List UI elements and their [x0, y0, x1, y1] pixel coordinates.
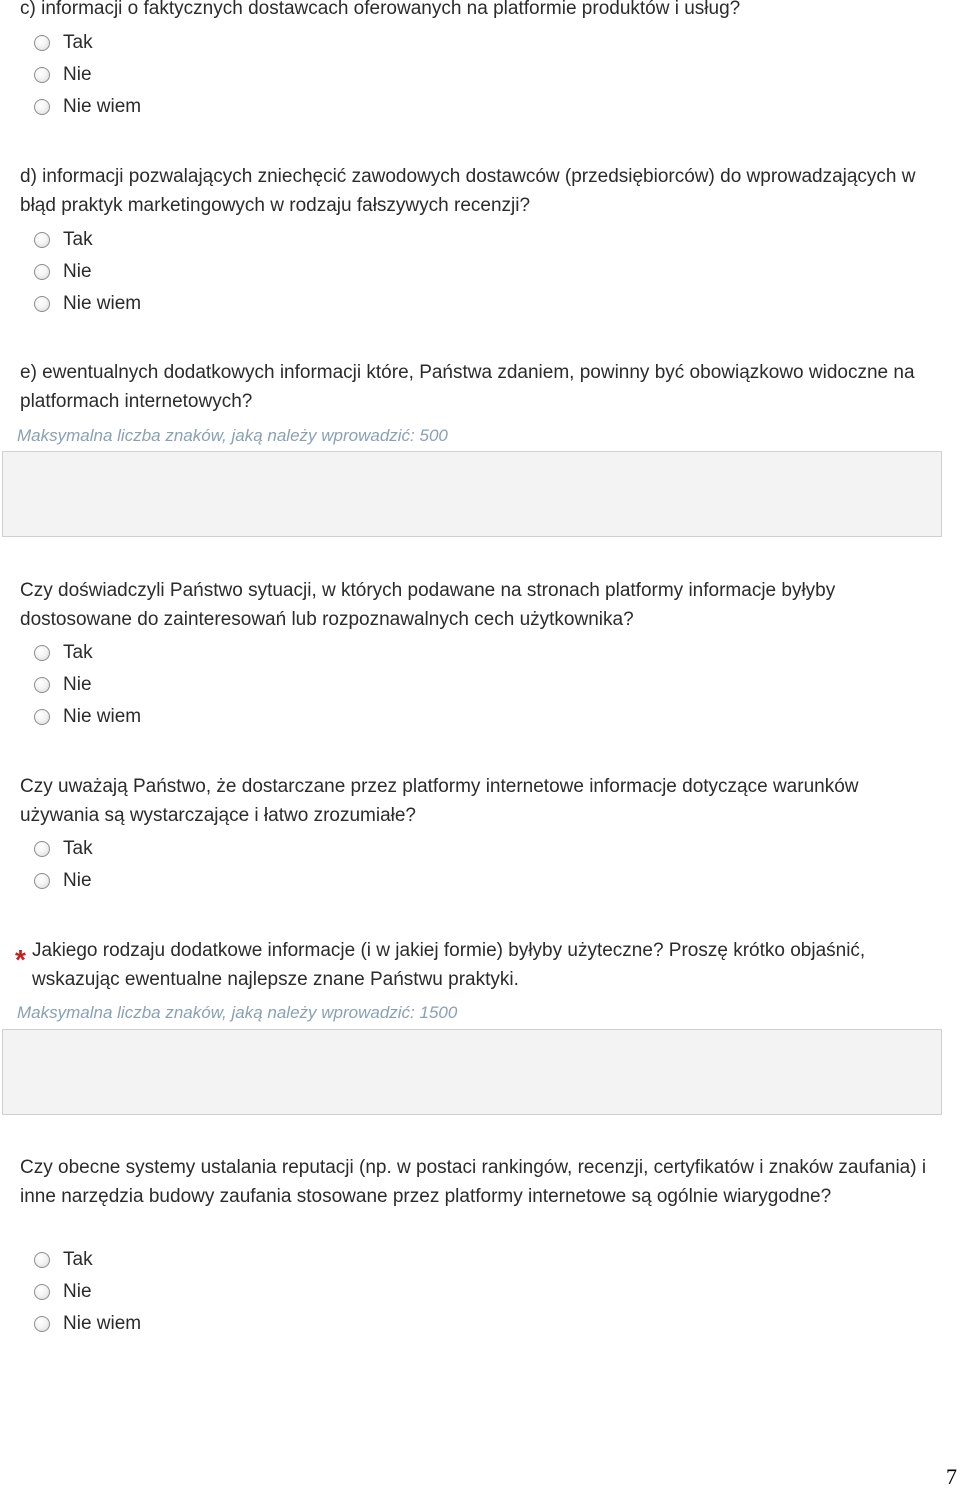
page-number: 7 — [946, 1464, 957, 1489]
char-limit-hint-500: Maksymalna liczba znaków, jaką należy wprowadzić: 500 — [17, 426, 448, 445]
radio-button[interactable] — [34, 1252, 50, 1268]
radio-button[interactable] — [34, 232, 50, 248]
question-personalized-text: Czy doświadczyli Państwo sytuacji, w których podawane na stronach platformy informacje byłyby dostosowane do zainteresowań lub rozpoznawalnych cech użytkownika? — [20, 580, 836, 630]
radio-option-reputation-tak[interactable] — [34, 1245, 93, 1275]
option-label: Nie — [63, 674, 92, 695]
radio-button[interactable] — [34, 296, 50, 312]
radio-option-c-nie-wiem[interactable] — [34, 92, 141, 122]
radio-option-d-tak[interactable] — [34, 225, 93, 255]
radio-button[interactable] — [34, 841, 50, 857]
radio-button[interactable] — [34, 264, 50, 280]
radio-option-personalized-nie-wiem[interactable] — [34, 702, 141, 732]
option-label: Tak — [63, 1249, 93, 1270]
radio-button[interactable] — [34, 1284, 50, 1300]
radio-option-d-nie[interactable] — [34, 257, 92, 287]
radio-option-c-nie[interactable] — [34, 60, 92, 90]
option-label: Tak — [63, 642, 93, 663]
radio-option-terms-nie[interactable] — [34, 866, 92, 896]
radio-button[interactable] — [34, 645, 50, 661]
question-additional-info-text: Jakiego rodzaju dodatkowe informacje (i w jakiej formie) byłyby użyteczne? Proszę krótko objaśnić, wskazując ewentualne najlepsze znane Państwu praktyki. — [32, 940, 866, 990]
radio-button[interactable] — [34, 67, 50, 83]
required-asterisk: * — [15, 944, 26, 975]
question-e-text: e) ewentualnych dodatkowych informacji które, Państwa zdaniem, powinny być obowiązkowo widoczne na platformach internetowych? — [20, 362, 915, 412]
radio-button[interactable] — [34, 35, 50, 51]
question-d-text: d) informacji pozwalających zniechęcić zawodowych dostawców (przedsiębiorców) do wprowadzających w błąd praktyk marketingowych w rodzaju fałszywych recenzji? — [20, 166, 916, 216]
radio-button[interactable] — [34, 677, 50, 693]
radio-option-d-nie-wiem[interactable] — [34, 289, 141, 319]
option-label: Nie wiem — [63, 96, 142, 117]
option-label: Nie — [63, 64, 92, 85]
option-label: Nie wiem — [63, 293, 142, 314]
radio-button[interactable] — [34, 873, 50, 889]
question-c-text: c) informacji o faktycznych dostawcach oferowanych na platformie produktów i usług? — [20, 0, 741, 19]
option-label: Tak — [63, 838, 93, 859]
option-label: Tak — [63, 229, 93, 250]
radio-option-personalized-tak[interactable] — [34, 638, 93, 668]
radio-option-reputation-nie-wiem[interactable] — [34, 1309, 141, 1339]
option-label: Nie — [63, 870, 92, 891]
option-label: Nie wiem — [63, 1313, 142, 1334]
char-limit-hint-1500: Maksymalna liczba znaków, jaką należy wprowadzić: 1500 — [17, 1003, 458, 1022]
radio-button[interactable] — [34, 709, 50, 725]
radio-button[interactable] — [34, 1316, 50, 1332]
radio-option-personalized-nie[interactable] — [34, 670, 92, 700]
radio-option-c-tak[interactable] — [34, 28, 93, 58]
question-e-textarea[interactable] — [2, 451, 942, 537]
option-label: Tak — [63, 32, 93, 53]
option-label: Nie wiem — [63, 706, 142, 727]
question-additional-info-textarea[interactable] — [2, 1029, 942, 1115]
question-terms-text: Czy uważają Państwo, że dostarczane przez platformy internetowe informacje dotyczące warunków używania są wystarczające i łatwo zrozumiałe? — [20, 776, 859, 826]
question-reputation-text: Czy obecne systemy ustalania reputacji (np. w postaci rankingów, recenzji, certyfikatów i znaków zaufania) i inne narzędzia budowy zaufania stosowane przez platformy internetowe są ogólnie wiarygodne? — [20, 1157, 927, 1207]
radio-option-terms-tak[interactable] — [34, 834, 93, 864]
option-label: Nie — [63, 261, 92, 282]
option-label: Nie — [63, 1281, 92, 1302]
radio-button[interactable] — [34, 99, 50, 115]
radio-option-reputation-nie[interactable] — [34, 1277, 92, 1307]
